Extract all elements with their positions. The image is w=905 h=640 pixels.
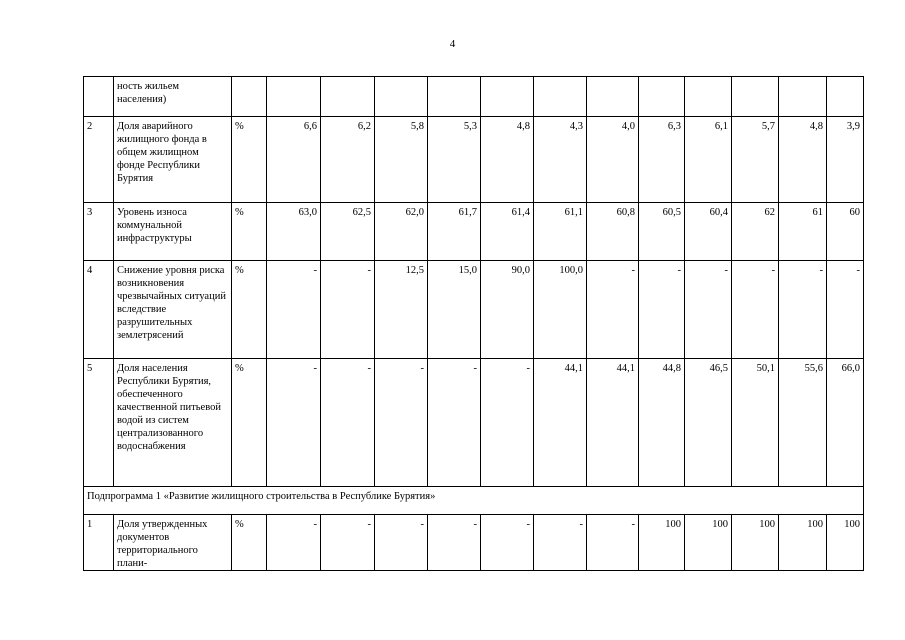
value-cell: 100 xyxy=(827,515,864,571)
value-cell: 4,8 xyxy=(481,117,534,203)
table-row xyxy=(84,261,864,359)
value-cell: - xyxy=(375,359,428,487)
row-number: 2 xyxy=(84,117,114,203)
value-cell: 66,0 xyxy=(827,359,864,487)
subprogram-row xyxy=(84,487,864,515)
indicator-name: ность жильем населения) xyxy=(114,77,232,117)
table-row xyxy=(84,203,864,261)
row-number: 5 xyxy=(84,359,114,487)
value-cell: 100 xyxy=(779,515,827,571)
value-cell xyxy=(639,77,685,117)
value-cell: 4,3 xyxy=(534,117,587,203)
value-cell xyxy=(321,77,375,117)
value-cell: - xyxy=(827,261,864,359)
table-row xyxy=(84,359,864,487)
value-cell: 63,0 xyxy=(267,203,321,261)
table-row xyxy=(84,77,864,117)
value-cell: 6,2 xyxy=(321,117,375,203)
value-cell: - xyxy=(481,359,534,487)
subprogram-title: Подпрограмма 1 «Развитие жилищного строительства в Республике Бурятия» xyxy=(84,487,864,515)
indicator-name: Доля аварийного жилищного фонда в общем жилищном фонде Республики Бурятия xyxy=(114,117,232,203)
value-cell: - xyxy=(685,261,732,359)
value-cell: 5,7 xyxy=(732,117,779,203)
value-cell: 61 xyxy=(779,203,827,261)
value-cell: 60,4 xyxy=(685,203,732,261)
value-cell: - xyxy=(481,515,534,571)
value-cell: 6,6 xyxy=(267,117,321,203)
value-cell: 62 xyxy=(732,203,779,261)
value-cell: 61,7 xyxy=(428,203,481,261)
indicator-name: Доля населения Республики Бурятия, обеспеченного качественной питьевой водой из систем централизованного водоснабжения xyxy=(114,359,232,487)
value-cell: 4,8 xyxy=(779,117,827,203)
row-number: 3 xyxy=(84,203,114,261)
row-number: 1 xyxy=(84,515,114,571)
unit-cell: % xyxy=(232,359,267,487)
value-cell xyxy=(685,77,732,117)
value-cell: 100,0 xyxy=(534,261,587,359)
value-cell: - xyxy=(267,359,321,487)
value-cell: 61,4 xyxy=(481,203,534,261)
unit-cell: % xyxy=(232,117,267,203)
value-cell: - xyxy=(732,261,779,359)
value-cell: 44,8 xyxy=(639,359,685,487)
value-cell: 44,1 xyxy=(534,359,587,487)
value-cell: 50,1 xyxy=(732,359,779,487)
value-cell: 12,5 xyxy=(375,261,428,359)
value-cell: 6,1 xyxy=(685,117,732,203)
value-cell: 61,1 xyxy=(534,203,587,261)
unit-cell: % xyxy=(232,261,267,359)
value-cell: 60,8 xyxy=(587,203,639,261)
value-cell: - xyxy=(267,261,321,359)
value-cell xyxy=(267,77,321,117)
value-cell: 3,9 xyxy=(827,117,864,203)
value-cell: - xyxy=(428,515,481,571)
value-cell: - xyxy=(428,359,481,487)
value-cell: 5,8 xyxy=(375,117,428,203)
value-cell: 15,0 xyxy=(428,261,481,359)
value-cell: 5,3 xyxy=(428,117,481,203)
indicator-name: Снижение уровня риска возникновения чрезвычайных ситуаций вследствие разрушительных землетрясений xyxy=(114,261,232,359)
value-cell xyxy=(779,77,827,117)
value-cell: - xyxy=(587,261,639,359)
value-cell xyxy=(827,77,864,117)
page-number: 4 xyxy=(449,38,456,50)
value-cell: 62,5 xyxy=(321,203,375,261)
indicator-name: Уровень износа коммунальной инфраструктуры xyxy=(114,203,232,261)
value-cell xyxy=(534,77,587,117)
value-cell: - xyxy=(587,515,639,571)
value-cell: 55,6 xyxy=(779,359,827,487)
value-cell: 62,0 xyxy=(375,203,428,261)
value-cell: 4,0 xyxy=(587,117,639,203)
value-cell xyxy=(375,77,428,117)
indicator-table xyxy=(83,76,864,571)
value-cell: 60 xyxy=(827,203,864,261)
value-cell xyxy=(428,77,481,117)
value-cell: - xyxy=(534,515,587,571)
value-cell xyxy=(587,77,639,117)
table-row xyxy=(84,117,864,203)
value-cell: - xyxy=(375,515,428,571)
value-cell: 6,3 xyxy=(639,117,685,203)
table-row xyxy=(84,515,864,571)
value-cell xyxy=(732,77,779,117)
value-cell: - xyxy=(779,261,827,359)
value-cell: - xyxy=(321,359,375,487)
unit-cell: % xyxy=(232,515,267,571)
unit-cell xyxy=(232,77,267,117)
value-cell: 60,5 xyxy=(639,203,685,261)
value-cell: 44,1 xyxy=(587,359,639,487)
value-cell: 100 xyxy=(639,515,685,571)
row-number xyxy=(84,77,114,117)
value-cell: - xyxy=(267,515,321,571)
value-cell: - xyxy=(321,515,375,571)
row-number: 4 xyxy=(84,261,114,359)
value-cell: 90,0 xyxy=(481,261,534,359)
value-cell: 100 xyxy=(685,515,732,571)
value-cell: - xyxy=(321,261,375,359)
value-cell: 46,5 xyxy=(685,359,732,487)
value-cell: 100 xyxy=(732,515,779,571)
value-cell xyxy=(481,77,534,117)
value-cell: - xyxy=(639,261,685,359)
indicator-name: Доля утвержденных документов территориального плани- xyxy=(114,515,232,571)
unit-cell: % xyxy=(232,203,267,261)
